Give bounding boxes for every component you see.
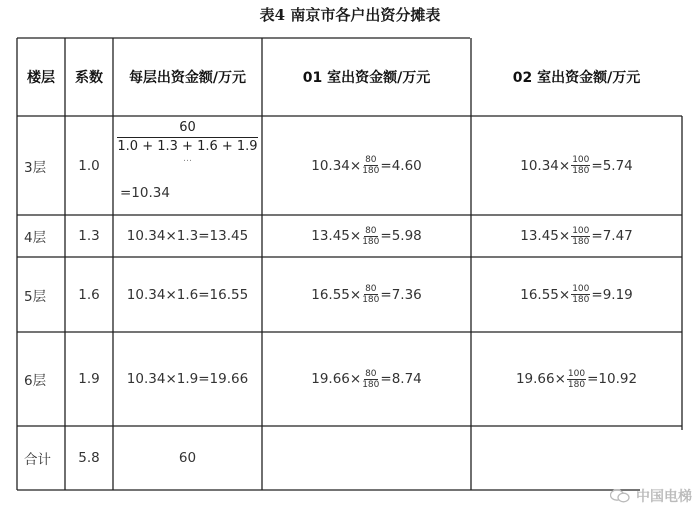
ratio-numerator: 100: [572, 225, 590, 236]
formula-result: =10.92: [587, 371, 638, 387]
coef-cell: 1.0: [78, 157, 100, 174]
header-coef: 系数: [75, 70, 103, 86]
ratio-numerator: 80: [365, 368, 377, 379]
room-02-cell: [471, 215, 682, 257]
ratio-numerator: 100: [572, 155, 590, 165]
floor-total-fraction: [113, 120, 262, 164]
ratio-fraction: [567, 369, 586, 390]
ratio-fraction: [362, 155, 379, 176]
ratio-denominator: 180: [362, 379, 380, 390]
footer-coef: 5.8: [78, 450, 100, 466]
formula-prefix: 13.45×: [311, 228, 362, 244]
ratio-numerator: 100: [572, 284, 590, 294]
ratio-fraction: [362, 226, 379, 247]
formula-prefix: 19.66×: [311, 371, 362, 387]
coef-cell: 1.6: [78, 286, 100, 303]
formula-prefix: 16.55×: [311, 286, 362, 303]
formula-result: =7.36: [380, 286, 422, 303]
floor-cell: 4层: [24, 230, 47, 246]
formula-result: =5.74: [591, 157, 633, 174]
floor-total-cell: 10.34×1.6=16.55: [126, 286, 249, 303]
table-title: 表4 南京市各户出资分摊表: [259, 6, 441, 24]
room-01-cell: [262, 257, 471, 332]
header-floor-total: 每层出资金额/万元: [128, 70, 247, 86]
formula-prefix: 10.34×: [520, 157, 571, 174]
ratio-denominator: 180: [567, 379, 586, 390]
watermark: [610, 486, 692, 506]
floor-cell: 5层: [24, 288, 47, 305]
room-02-cell: [471, 332, 682, 426]
ratio-numerator: 80: [365, 225, 377, 236]
floor-total-cell: 10.34×1.3=13.45: [126, 228, 249, 244]
fraction-numerator: 60: [179, 120, 196, 135]
ratio-fraction: [571, 284, 590, 305]
room-01-cell: [262, 215, 471, 257]
formula-result: =7.47: [591, 228, 633, 244]
ratio-denominator: 180: [362, 236, 380, 247]
ratio-fraction: [362, 284, 379, 305]
ratio-fraction: [362, 369, 379, 390]
formula-result: =4.60: [380, 157, 422, 174]
wechat-icon: [610, 489, 630, 503]
coef-cell: 1.9: [78, 371, 100, 387]
ratio-denominator: 180: [362, 295, 380, 305]
ratio-numerator: 80: [365, 155, 377, 165]
ratio-numerator: 100: [567, 368, 586, 379]
ratio-fraction: [571, 226, 590, 247]
formula-prefix: 19.66×: [515, 371, 566, 387]
formula-result: =9.19: [591, 286, 633, 303]
room-02-cell: [471, 257, 682, 332]
ratio-denominator: 180: [572, 295, 590, 305]
ratio-denominator: 180: [572, 236, 590, 247]
watermark-text: 中国电梯: [636, 489, 692, 505]
formula-prefix: 13.45×: [520, 228, 571, 244]
formula-result: =5.98: [380, 228, 422, 244]
fraction-mark: …: [183, 154, 192, 164]
floor-cell: 6层: [24, 373, 47, 389]
header-room-01: 01 室出资金额/万元: [302, 70, 431, 86]
footer-label: 合计: [24, 452, 51, 468]
ratio-fraction: [571, 155, 590, 176]
header-floor: 楼层: [27, 70, 55, 86]
header-room-02: 02 室出资金额/万元: [512, 70, 641, 86]
formula-prefix: 10.34×: [311, 157, 362, 174]
ratio-denominator: 180: [362, 166, 380, 176]
formula-result: =8.74: [380, 371, 422, 387]
room-01-cell: [262, 332, 471, 426]
ratio-denominator: 180: [572, 166, 590, 176]
room-01-cell: [262, 116, 471, 215]
floor-total-cell: 10.34×1.9=19.66: [126, 371, 249, 387]
floor-cell: 3层: [24, 159, 47, 176]
room-02-cell: [471, 116, 682, 215]
coef-cell: 1.3: [78, 228, 100, 244]
footer-total: 60: [178, 450, 197, 466]
floor-total-result: =10.34: [120, 185, 170, 201]
ratio-numerator: 80: [365, 284, 377, 294]
formula-prefix: 16.55×: [520, 286, 571, 303]
fraction-denominator: 1.0 + 1.3 + 1.6 + 1.9: [117, 139, 258, 154]
